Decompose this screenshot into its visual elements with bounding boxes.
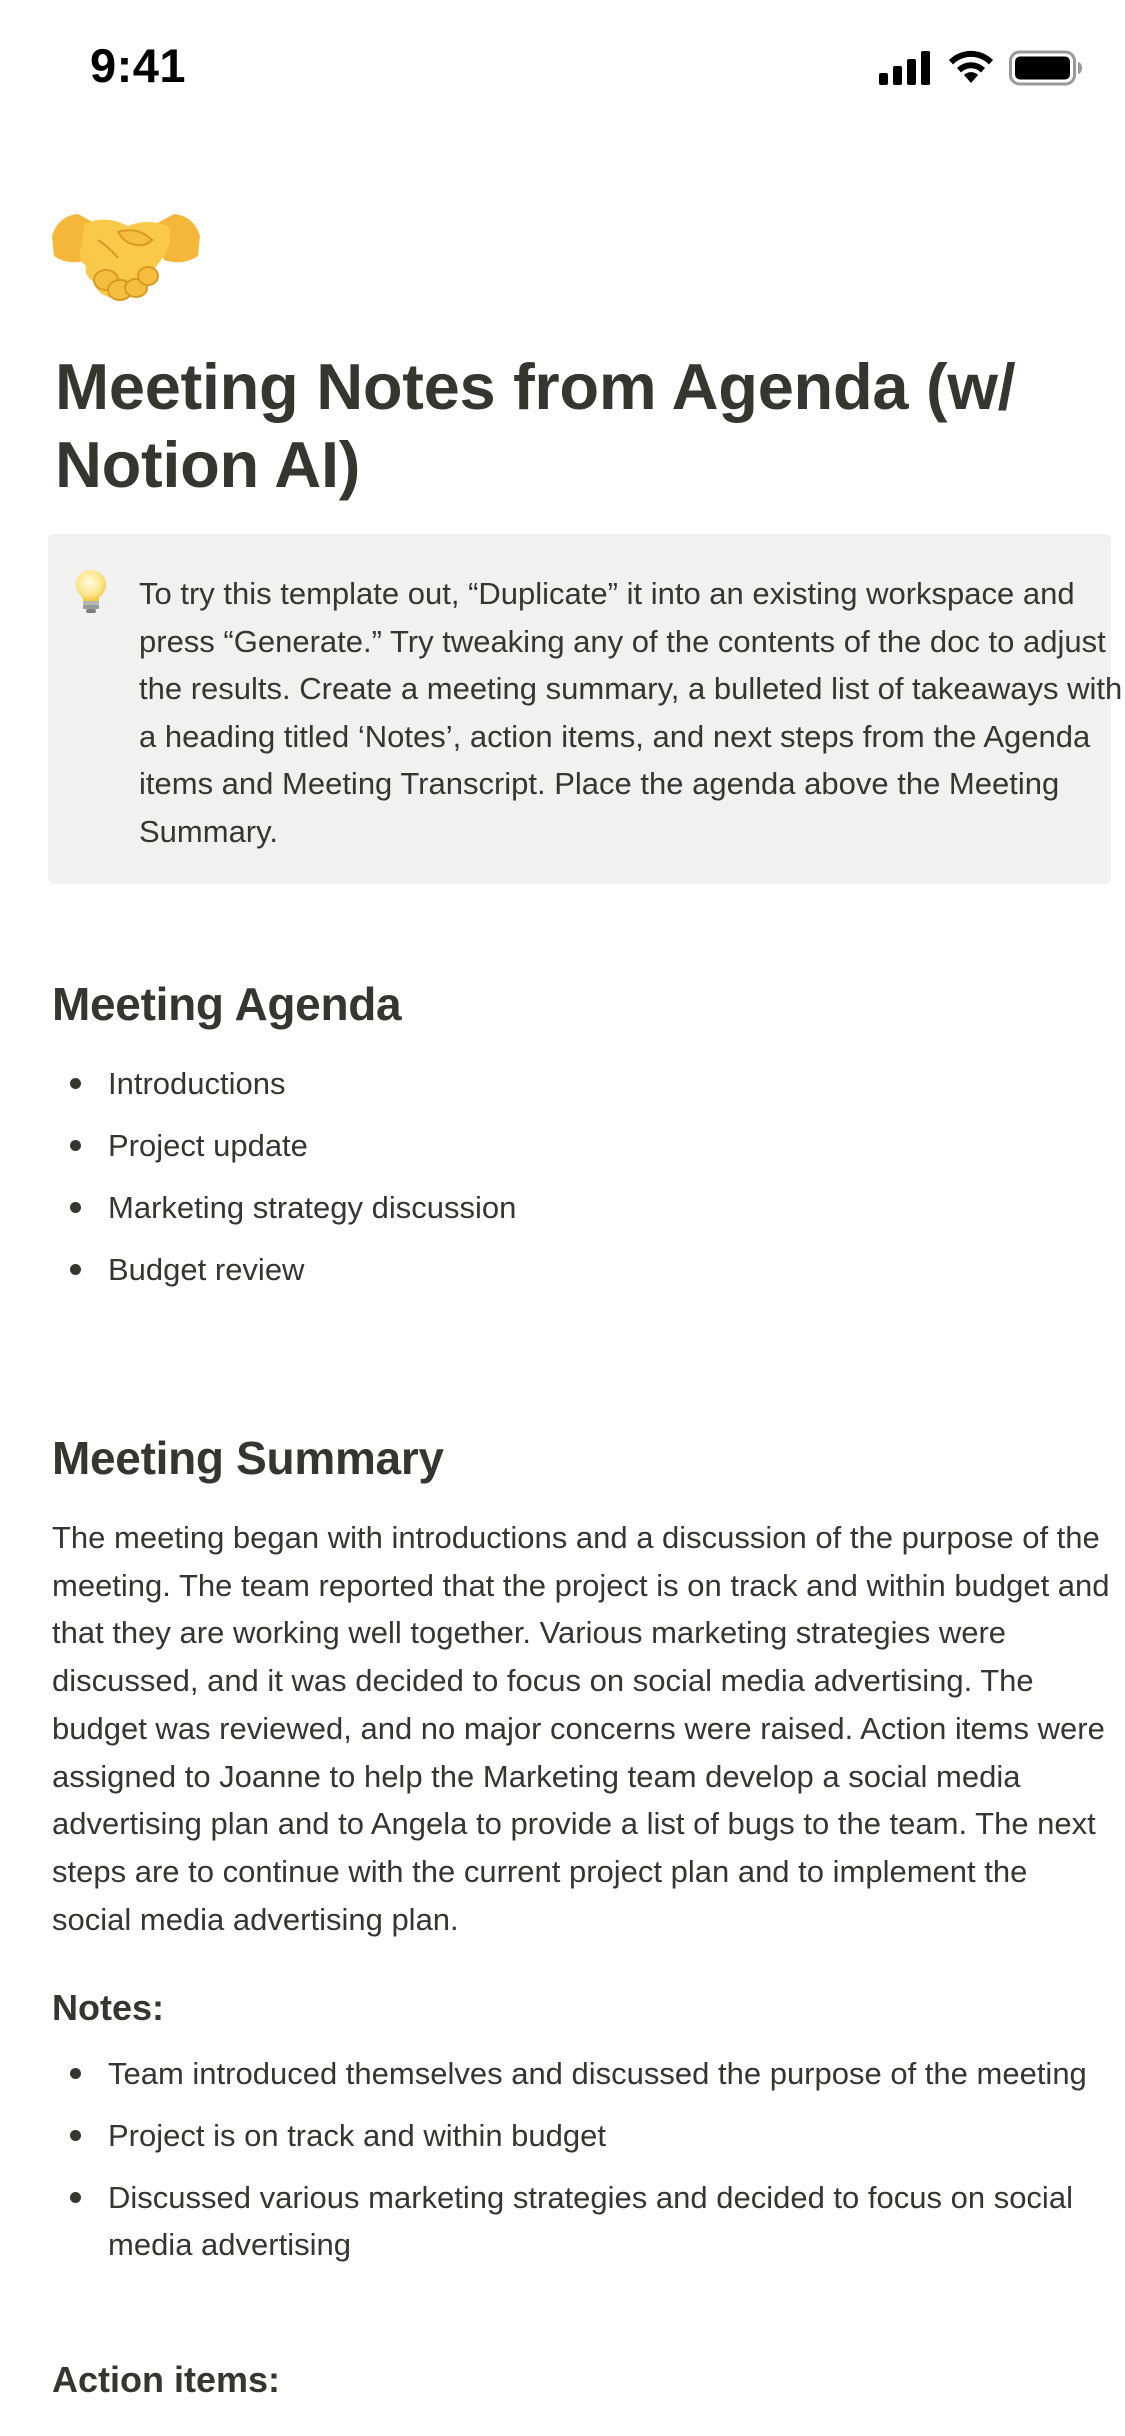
cellular-signal-icon — [879, 51, 933, 85]
summary-heading[interactable]: Meeting Summary — [52, 1432, 444, 1484]
bullet-dot-icon — [70, 1140, 81, 1151]
battery-icon — [1009, 50, 1083, 86]
bullet-dot-icon — [70, 2192, 81, 2203]
agenda-heading[interactable]: Meeting Agenda — [52, 978, 402, 1030]
callout-block[interactable] — [48, 534, 1123, 884]
list-item[interactable]: Project update — [52, 1122, 1092, 1169]
summary-text[interactable]: The meeting began with introductions and a discussion of the purpose of the meeting. The team reported that the project is on track and within budget and that they are working well together. Various marketing strategies were discussed, and it was decided to focus on social media advertising. The budget was reviewed, and no major concerns were raised. Action items were assigned to Joanne to help the Marketing team develop a social media advertising plan and to Angela to provide a list of bugs to the team. The next steps are to continue with the current project plan and to implement the social media advertising plan. — [52, 1520, 1110, 1937]
status-icons — [879, 50, 1083, 86]
wifi-icon — [947, 50, 995, 86]
bullet-dot-icon — [70, 1264, 81, 1275]
status-time: 9:41 — [90, 39, 187, 92]
list-item[interactable]: Discussed various marketing strategies and decided to focus on social media advertising — [52, 2174, 1092, 2268]
status-bar — [0, 0, 1125, 132]
callout-text[interactable]: To try this template out, “Duplicate” it into an existing workspace and press “Generate.” Try tweaking any of the contents of the doc to adjust the results. Create a meeting summary, a bulleted list of takeaways with a heading titled ‘Notes’, action items, and next steps from the Agenda items and Meeting Transcript. Place the agenda above the Meeting Summary. — [139, 576, 1123, 849]
action-items-heading[interactable]: Action items: — [52, 2359, 281, 2400]
bullet-dot-icon — [70, 1078, 81, 1089]
list-item[interactable]: Project is on track and within budget — [52, 2112, 1092, 2159]
list-item[interactable]: Budget review — [52, 1246, 1092, 1293]
notes-heading[interactable]: Notes: — [52, 1987, 165, 2028]
list-item[interactable]: Team introduced themselves and discussed the purpose of the meeting — [52, 2050, 1092, 2097]
page-title[interactable]: Meeting Notes from Agenda (w/ Notion AI) — [55, 350, 1016, 501]
bullet-dot-icon — [70, 2068, 81, 2079]
handshake-emoji-icon[interactable] — [48, 196, 204, 312]
list-item[interactable]: Marketing strategy discussion — [52, 1184, 1092, 1231]
list-item[interactable]: Introductions — [52, 1060, 1092, 1107]
lightbulb-icon[interactable] — [74, 568, 108, 614]
bullet-dot-icon — [70, 1202, 81, 1213]
agenda-list — [52, 1060, 1092, 1293]
notes-list — [52, 2050, 1092, 2268]
bullet-dot-icon — [70, 2130, 81, 2141]
